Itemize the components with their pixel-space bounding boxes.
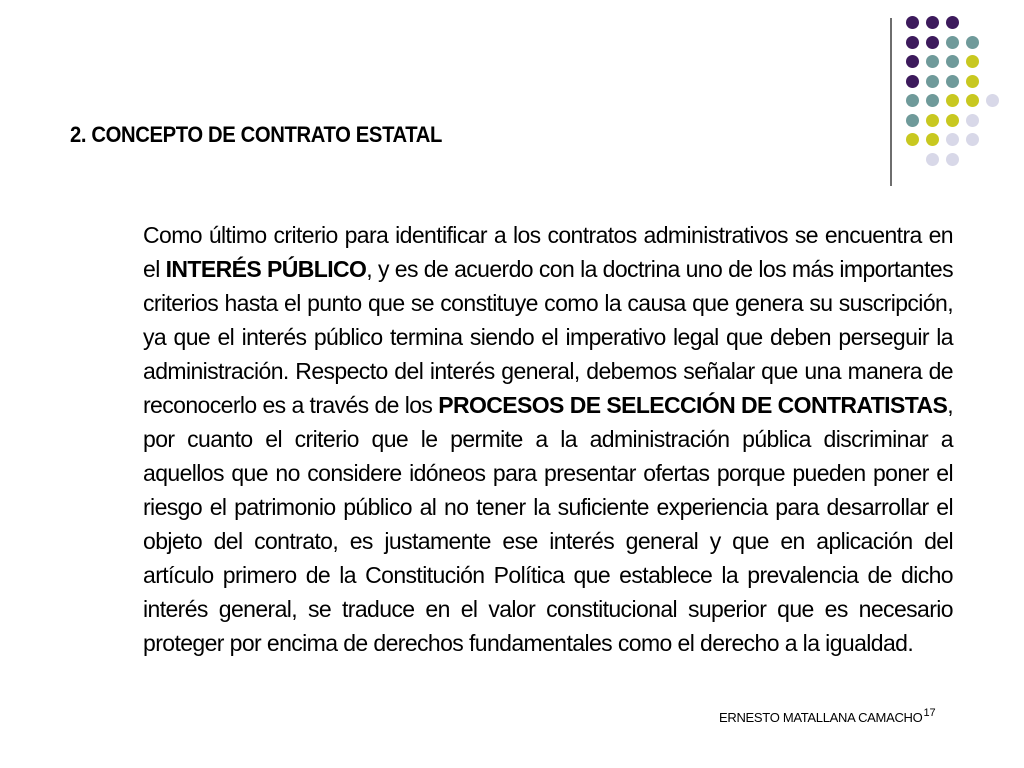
decorative-dot <box>906 133 919 146</box>
decorative-dot <box>946 16 959 29</box>
decorative-dot <box>926 75 939 88</box>
body-text-part-1: Como último criterio para identificar a los contratos administrativos se encuentra en el <box>143 222 953 282</box>
decorative-dot <box>906 75 919 88</box>
slide-title: 2. CONCEPTO DE CONTRATO ESTATAL <box>70 122 443 147</box>
decorative-dot <box>926 114 939 127</box>
decorative-dot <box>906 36 919 49</box>
decorative-dot <box>986 94 999 107</box>
decorative-dot-grid <box>0 0 1024 200</box>
body-bold-procesos-seleccion: PROCESOS DE SELECCIÓN DE CONTRATISTAS <box>438 392 948 418</box>
decorative-dot <box>966 133 979 146</box>
decorative-dot <box>926 16 939 29</box>
body-text-part-3: , por cuanto el criterio que le permite a la administración pública discriminar a aquellos que no considere idóneos para presentar ofertas porque pueden poner el riesgo el patrimonio público al no tener la suficiente experiencia para desarrollar el objeto del contrato, es justamente ese interés general y que en aplicación del artículo primero de la Constitución Política que establece la prevalencia de dicho interés general, se traduce en el valor constitucional superior que es necesario proteger por encima de derechos fundamentales como el derecho a la igualdad. <box>143 392 953 656</box>
decorative-dot <box>926 94 939 107</box>
decorative-dot <box>946 36 959 49</box>
decorative-dot <box>906 114 919 127</box>
footer-author: ERNESTO MATALLANA CAMACHO <box>719 710 923 725</box>
page-number: 17 <box>923 707 936 719</box>
decorative-dot <box>926 55 939 68</box>
body-paragraph <box>143 218 953 660</box>
decorative-dot <box>946 55 959 68</box>
decorative-dot <box>926 133 939 146</box>
decorative-dot <box>966 114 979 127</box>
decorative-dot <box>906 55 919 68</box>
body-bold-interes-publico: INTERÉS PÚBLICO <box>165 256 367 282</box>
slide-footer <box>719 707 936 725</box>
decorative-dot <box>966 75 979 88</box>
decorative-dot <box>966 94 979 107</box>
decorative-dot <box>926 153 939 166</box>
body-text-part-2: , y es de acuerdo con la doctrina uno de los más importantes criterios hasta el punto que se constituye como la causa que genera su suscripción, ya que el interés público termina siendo el imperativo legal que deben perseguir la administración. Respecto del interés general, debemos señalar que una manera de reconocerlo es a través de los <box>143 256 953 418</box>
vertical-divider <box>890 18 892 186</box>
decorative-dot <box>966 55 979 68</box>
decorative-dot <box>946 75 959 88</box>
decorative-dot <box>946 114 959 127</box>
decorative-dot <box>966 36 979 49</box>
decorative-dot <box>926 36 939 49</box>
decorative-dot <box>906 16 919 29</box>
decorative-dot <box>906 94 919 107</box>
decorative-dot <box>946 133 959 146</box>
decorative-dot <box>946 153 959 166</box>
decorative-dot <box>946 94 959 107</box>
